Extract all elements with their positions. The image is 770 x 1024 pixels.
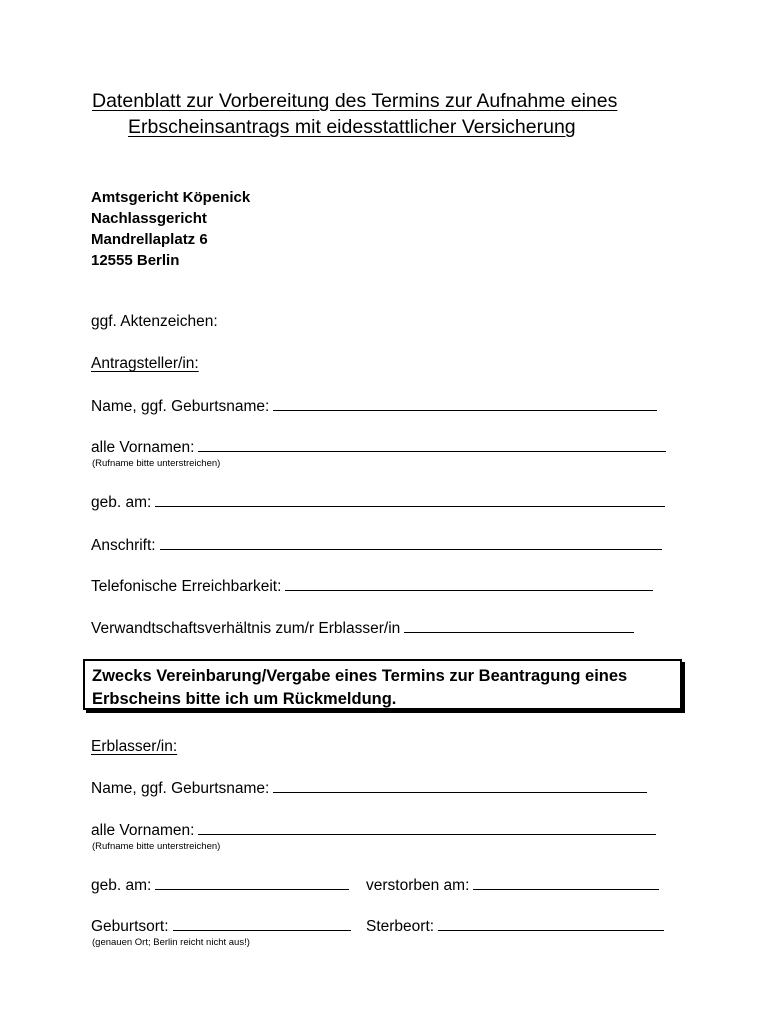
deceased-geburtsort-row [91,917,351,936]
deceased-name-field[interactable] [273,779,647,793]
deceased-sterbeort-field[interactable] [438,917,664,931]
applicant-verwandtschaft-row [91,619,634,638]
applicant-name-label: Name, ggf. Geburtsname: [91,398,270,415]
applicant-vornamen-hint: (Rufname bitte unterstreichen) [92,458,221,469]
applicant-geb-field[interactable] [155,493,665,507]
applicant-verwandtschaft-label: Verwandtschaftsverhältnis zum/r Erblasser/in [91,620,401,637]
applicant-anschrift-field[interactable] [160,536,662,550]
applicant-name-field[interactable] [273,397,657,411]
applicant-geb-row [91,493,665,512]
deceased-geb-field[interactable] [155,876,349,890]
deceased-vornamen-hint: (Rufname bitte unterstreichen) [92,841,221,852]
document-title-line1: Datenblatt zur Vorbereitung des Termins zur Aufnahme eines [92,90,618,112]
court-street: Mandrellaplatz 6 [91,231,208,248]
applicant-vornamen-label: alle Vornamen: [91,439,195,456]
notice-line1: Zwecks Vereinbarung/Vergabe eines Termins zur Beantragung eines [92,667,628,685]
applicant-name-row [91,397,657,416]
court-department: Nachlassgericht [91,210,207,227]
deceased-geb-label: geb. am: [91,877,152,894]
deceased-verstorben-row [366,876,659,895]
applicant-telefon-label: Telefonische Erreichbarkeit: [91,578,282,595]
court-address [91,187,250,271]
applicant-anschrift-row [91,536,662,555]
court-name: Amtsgericht Köpenick [91,189,251,206]
deceased-name-row [91,779,647,798]
applicant-verwandtschaft-field[interactable] [404,619,634,633]
notice-line2: Erbscheins bitte ich um Rückmeldung. [92,690,397,708]
applicant-vornamen-field[interactable] [198,438,666,452]
deceased-verstorben-label: verstorben am: [366,877,470,894]
aktenzeichen-label: ggf. Aktenzeichen: [91,313,218,330]
deceased-vornamen-field[interactable] [198,821,656,835]
court-city: 12555 Berlin [91,252,180,269]
applicant-telefon-row [91,577,653,596]
deceased-ort-hint: (genauen Ort; Berlin reicht nicht aus!) [92,937,250,948]
applicant-heading: Antragsteller/in: [91,355,199,372]
deceased-geb-row [91,876,349,895]
deceased-heading: Erblasser/in: [91,738,178,755]
notice-box [83,659,682,710]
deceased-vornamen-row [91,821,656,840]
deceased-vornamen-label: alle Vornamen: [91,822,195,839]
deceased-sterbeort-label: Sterbeort: [366,918,435,935]
deceased-name-label: Name, ggf. Geburtsname: [91,780,270,797]
applicant-anschrift-label: Anschrift: [91,537,156,554]
document-title-line2: Erbscheinsantrags mit eidesstattlicher Versicherung [128,116,576,138]
applicant-vornamen-row [91,438,666,457]
deceased-geburtsort-label: Geburtsort: [91,918,169,935]
deceased-verstorben-field[interactable] [473,876,659,890]
applicant-telefon-field[interactable] [285,577,653,591]
deceased-geburtsort-field[interactable] [173,917,351,931]
deceased-sterbeort-row [366,917,664,936]
applicant-geb-label: geb. am: [91,494,152,511]
